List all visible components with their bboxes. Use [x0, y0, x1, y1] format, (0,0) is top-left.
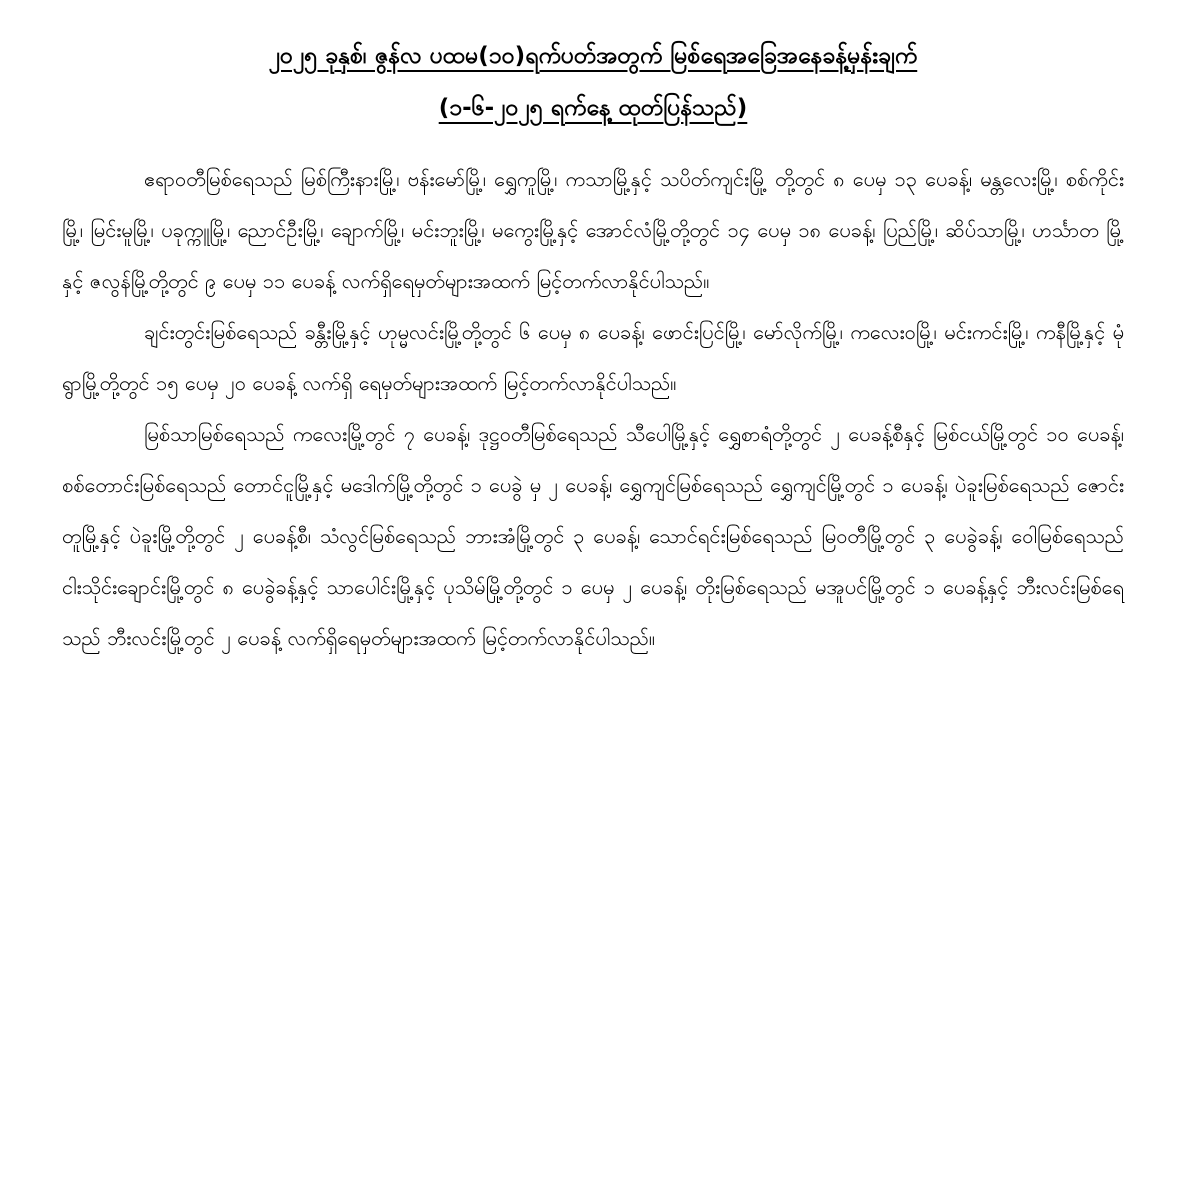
document-subtitle: (၁-၆-၂၀၂၅ ရက်နေ့ ထုတ်ပြန်သည်): [438, 95, 748, 121]
document-title: ၂၀၂၅ ခုနှစ်၊ ဇွန်လ ပထမ(၁၀)ရက်ပတ်အတွက် မြစ်ရေအခြေအနေခန့်မှန်းချက်: [268, 43, 918, 69]
paragraph-ayeyarwady: ဧရာဝတီမြစ်ရေသည် မြစ်ကြီးနားမြို့၊ ဗန်းမော်မြို့၊ ရွှေကူမြို့၊ ကသာမြို့နှင့် သပိတ်ကျင်းမြို့ တို့တွင် ၈ ပေမှ ၁၃ ပေခန့်၊ မန္တလေးမြို့၊ စစ်ကိုင်းမြို့၊ မြင်းမူမြို့၊ ပခုက္ကူမြို့၊ ညောင်ဦးမြို့၊ ချောက်မြို့၊ မင်းဘူးမြို့၊ မကွေးမြို့နှင့် အောင်လံမြို့တို့တွင် ၁၄ ပေမှ ၁၈ ပေခန့်၊ ပြည်မြို့၊ ဆိပ်သာမြို့၊ ဟင်္သာတ မြို့နှင့် ဇလွန်မြို့တို့တွင် ၉ ပေမှ ၁၁ ပေခန့် လက်ရှိရေမှတ်များအထက် မြင့်တက်လာနိုင်ပါသည်။: [62, 167, 1124, 293]
document-body: [62, 154, 1124, 664]
paragraph-other-rivers: မြစ်သာမြစ်ရေသည် ကလေးမြို့တွင် ၇ ပေခန့်၊ ဒုဋ္ဌဝတီမြစ်ရေသည် သီပေါမြို့နှင့် ရွှေစာရံတို့တွင် ၂ ပေခန့်စီနှင့် မြစ်ငယ်မြို့တွင် ၁၀ ပေခန့်၊ စစ်တောင်းမြစ်ရေသည် တောင်ငူမြို့နှင့် မဒေါက်မြို့တို့တွင် ၁ ပေခွဲ မှ ၂ ပေခန့်၊ ရွှေကျင်မြစ်ရေသည် ရွှေကျင်မြို့တွင် ၁ ပေခန့်၊ ပဲခူးမြစ်ရေသည် ဇောင်းတူမြို့နှင့် ပဲခူးမြို့တို့တွင် ၂ ပေခန့်စီ၊ သံလွင်မြစ်ရေသည် ဘားအံမြို့တွင် ၃ ပေခန့်၊ သောင်ရင်းမြစ်ရေသည် မြဝတီမြို့တွင် ၃ ပေခွဲခန့်၊ ဝေါမြစ်ရေသည် ငါးသိုင်းချောင်းမြို့တွင် ၈ ပေခွဲခန့်နှင့် သာပေါင်းမြို့နှင့် ပုသိမ်မြို့တို့တွင် ၁ ပေမှ ၂ ပေခန့်၊ တိုးမြစ်ရေသည် မအူပင်မြို့တွင် ၁ ပေခန့်နှင့် ဘီးလင်းမြစ်ရေသည် ဘီးလင်းမြို့တွင် ၂ ပေခန့် လက်ရှိရေမှတ်များအထက် မြင့်တက်လာနိုင်ပါသည်။: [62, 422, 1124, 650]
document-page: [62, 40, 1124, 664]
paragraph-chindwin: ချင်းတွင်းမြစ်ရေသည် ခန္တီးမြို့နှင့် ဟုမ္မလင်းမြို့တို့တွင် ၆ ပေမှ ၈ ပေခန့်၊ ဖောင်းပြင်မြို့၊ မော်လိုက်မြို့၊ ကလေးဝမြို့၊ မင်းကင်းမြို့၊ ကနီမြို့နှင့် မုံရွာမြို့တို့တွင် ၁၅ ပေမှ ၂၀ ပေခန့် လက်ရှိ ရေမှတ်များအထက် မြင့်တက်လာနိုင်ပါသည်။: [62, 320, 1124, 395]
